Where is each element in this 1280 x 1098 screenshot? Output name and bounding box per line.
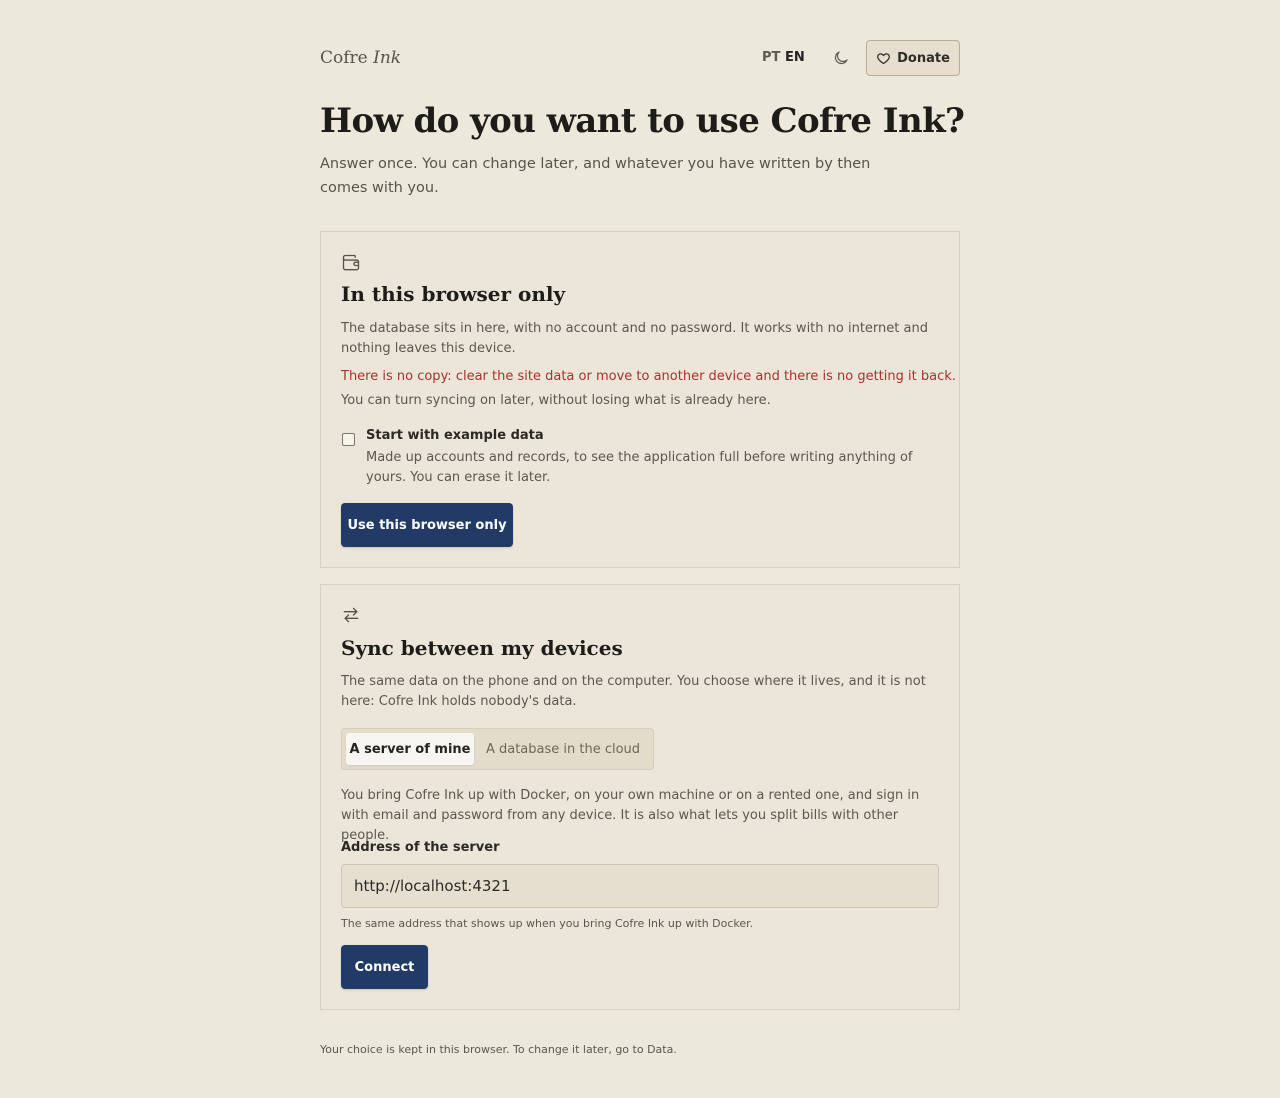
language-pt[interactable]: PT bbox=[762, 50, 781, 65]
footer-note: Your choice is kept in this browser. To change it later, go to Data. bbox=[320, 1043, 677, 1056]
browser-only-description: The database sits in here, with no account and no password. It works with no internet and nothing leaves this device. bbox=[341, 321, 928, 356]
brand-name-italic: Ink bbox=[373, 48, 402, 68]
use-browser-only-button[interactable]: Use this browser only bbox=[341, 503, 513, 547]
language-en[interactable]: EN bbox=[785, 50, 805, 65]
donate-button[interactable] bbox=[866, 40, 960, 76]
browser-only-card bbox=[320, 231, 960, 568]
sync-description: The same data on the phone and on the computer. You choose where it lives, and it is not here: Cofre Ink holds nobody's data. bbox=[341, 674, 926, 709]
heart-icon bbox=[876, 51, 891, 66]
donate-label: Donate bbox=[897, 50, 950, 66]
example-data-description: Made up accounts and records, to see the application full before writing anything of yours. You can erase it later. bbox=[366, 450, 913, 485]
example-data-label[interactable]: Start with example data bbox=[366, 428, 544, 443]
brand-name: Cofre bbox=[320, 48, 368, 68]
data-loss-warning: There is no copy: clear the site data or move to another device and there is no getting it back. bbox=[341, 369, 956, 384]
connect-button[interactable]: Connect bbox=[341, 945, 428, 989]
tab-own-server[interactable]: A server of mine bbox=[346, 733, 474, 765]
browser-only-heading: In this browser only bbox=[341, 282, 566, 306]
page-subtitle: Answer once. You can change later, and whatever you have written by then comes with you. bbox=[320, 156, 871, 196]
moon-icon bbox=[832, 49, 850, 67]
sync-later-note: You can turn syncing on later, without losing what is already here. bbox=[341, 393, 771, 408]
sync-devices-card bbox=[320, 584, 960, 1010]
sync-heading: Sync between my devices bbox=[341, 636, 623, 660]
theme-toggle-button[interactable] bbox=[832, 49, 850, 67]
sync-target-tabs bbox=[341, 728, 654, 770]
arrows-swap-icon bbox=[341, 605, 361, 625]
example-data-checkbox[interactable] bbox=[342, 433, 355, 446]
server-address-hint: The same address that shows up when you bring Cofre Ink up with Docker. bbox=[341, 917, 754, 930]
own-server-description: You bring Cofre Ink up with Docker, on your own machine or on a rented one, and sign in with email and password from any device. It is also what lets you split bills with other people. bbox=[341, 788, 920, 843]
server-address-label: Address of the server bbox=[341, 840, 500, 855]
top-bar bbox=[320, 40, 960, 76]
page-title: How do you want to use Cofre Ink? bbox=[320, 101, 965, 141]
brand-logo[interactable] bbox=[320, 48, 401, 68]
tab-cloud-database[interactable]: A database in the cloud bbox=[485, 741, 641, 757]
server-address-input[interactable] bbox=[341, 864, 939, 908]
wallet-icon bbox=[341, 253, 361, 273]
